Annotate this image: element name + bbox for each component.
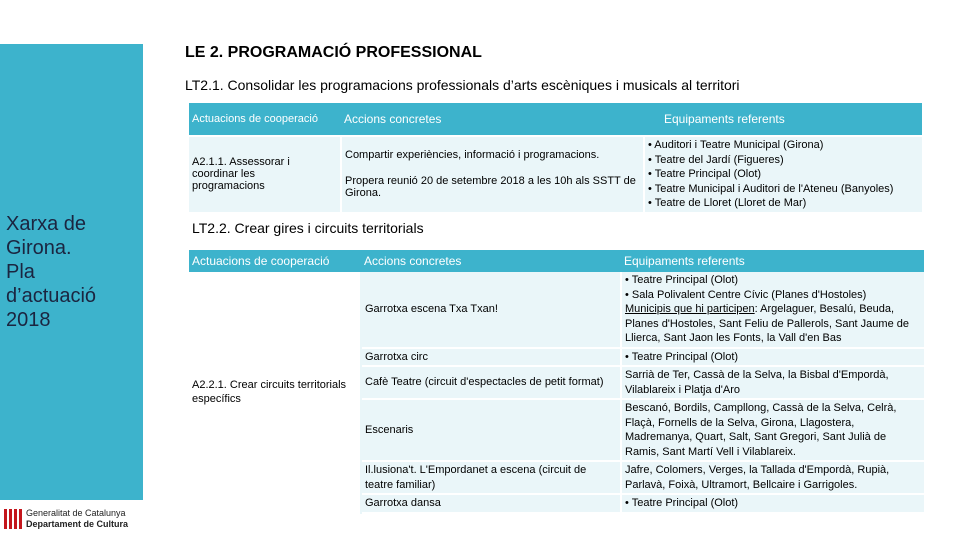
action-cell: A2.2.1. Crear circuits territorials específics [189,272,361,513]
concrete-cell: Il.lusiona't. L'Empordanet a escena (circuit de teatre familiar) [361,461,621,494]
venues-cell: Sarrià de Ter, Cassà de la Selva, la Bisbal d'Empordà, Vilablareix i Platja d'Aro [621,366,924,399]
venues-cell: • Teatre Principal (Olot) [621,494,924,513]
concrete-cell [341,136,644,212]
table-header-row [189,250,924,272]
section-1-title: LT2.1. Consolidar les programacions professionals d’arts escèniques i musicals al territori [185,77,740,93]
table-row [189,272,924,348]
venue-item: • Teatre de Lloret (Lloret de Mar) [648,197,807,209]
meeting-text: Propera reunió 20 de setembre 2018 a les 10h als SSTT de Girona. [345,175,636,200]
venue-item: • Teatre Principal (Olot) [648,168,762,180]
header-accions: Accions concretes [341,103,644,136]
header-equipaments: Equipaments referents [644,103,922,136]
venue-line: • Teatre Principal (Olot) [625,274,739,286]
page-title: LE 2. PROGRAMACIÓ PROFESSIONAL [185,44,482,61]
table-lt22 [189,250,924,514]
venue-item: • Auditori i Teatre Municipal (Girona) [648,139,824,151]
venue-item: • Teatre del Jardí (Figueres) [648,153,784,166]
table-header-row [189,103,922,136]
venue-municipis [625,302,921,346]
logo-line1: Generalitat de Catalunya [26,508,126,518]
section-2-title: LT2.2. Crear gires i circuits territorials [192,220,424,236]
logo-line2: Departament de Cultura [26,519,129,529]
concrete-cell: Cafè Teatre (circuit d'espectacles de petit format) [361,366,621,399]
header-equipaments: Equipaments referents [621,250,924,272]
venue-item: • Teatre Municipal i Auditori de l'Ateneu (Banyoles) [648,182,894,195]
concrete-text: Compartir experiències, informació i programacions. [345,149,600,162]
action-cell: A2.1.1. Assessorar i coordinar les programacions [189,136,341,212]
venues-cell [621,272,924,348]
header-actuacions: Actuacions de cooperació [189,103,341,136]
municipis-list: : Argelaguer, Besalú, Beuda, Planes d'Hostoles, Sant Feliu de Pallerols, Sant Jaume de Llierca, Sant Jaon les Fonts, la Vall d'en Bas [625,303,909,344]
municipis-label: Municipis que hi participen [625,303,755,315]
concrete-cell: Garrotxa dansa [361,494,621,513]
table-row [189,136,922,212]
venues-cell [644,136,922,212]
header-actuacions: Actuacions de cooperació [189,250,361,272]
concrete-cell: Escenaris [361,399,621,461]
concrete-cell: Garrotxa escena Txa Txan! [361,272,621,348]
venues-cell: Jafre, Colomers, Verges, la Tallada d'Empordà, Rupià, Parlavà, Foixà, Ultramort, Bellcaire i Garrigoles. [621,461,924,494]
side-title: Xarxa de Girona. Pla d’actuació 2018 [6,213,97,331]
generalitat-logo [4,507,144,533]
concrete-cell: Garrotxa circ [361,348,621,367]
venues-cell: • Teatre Principal (Olot) [621,348,924,367]
venue-line: • Sala Polivalent Centre Cívic (Planes d'Hostoles) [625,288,867,301]
table-lt21 [189,103,922,212]
generalitat-flag-icon [4,509,22,529]
header-accions: Accions concretes [361,250,621,272]
venues-cell: Bescanó, Bordils, Campllong, Cassà de la Selva, Celrà, Flaçà, Fornells de la Selva, Girona, Llagostera, Madremanya, Quart, Salt, Sant Gregori, Sant Julià de Ramis, Sant Martí Vell i Vilablareix. [621,399,924,461]
